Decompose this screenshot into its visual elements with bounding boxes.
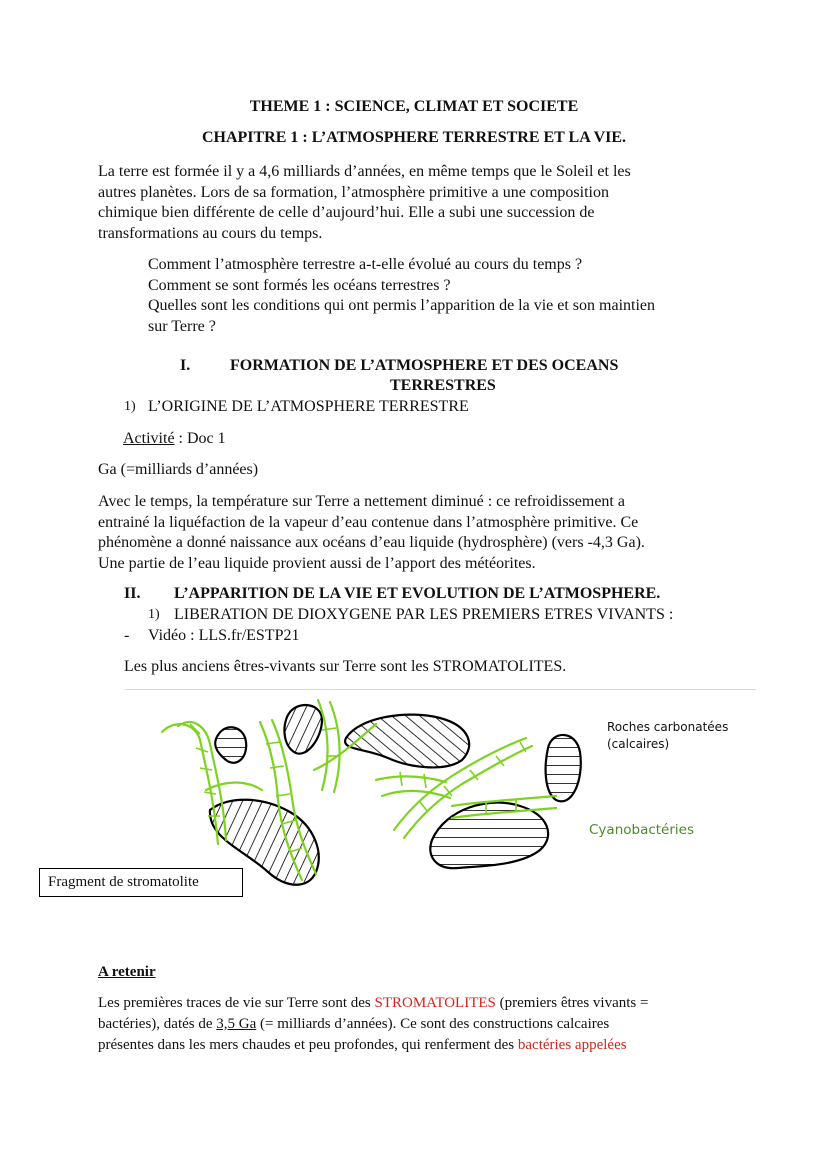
label-rocks-line2: (calcaires) — [607, 737, 670, 751]
retenir-paragraph — [98, 993, 648, 1056]
retenir-line — [98, 993, 648, 1014]
retenir-highlight: STROMATOLITES — [374, 995, 496, 1011]
activity-doc: : Doc 1 — [174, 430, 226, 447]
activity-line — [123, 429, 226, 450]
retenir-date: 3,5 Ga — [216, 1016, 257, 1032]
question-line: Quelles sont les conditions qui ont permis l’apparition de la vie et son maintien — [148, 297, 656, 314]
paragraph-line: Avec le temps, la température sur Terre a nettement diminué : ce refroidissement a — [98, 493, 625, 510]
retenir-highlight: bactéries appelées — [517, 1037, 627, 1053]
section2-sub1-number: 1) — [148, 607, 160, 622]
carbonate-rocks — [210, 705, 581, 885]
retenir-line — [98, 1035, 648, 1056]
rock-shape — [215, 727, 246, 763]
label-cyanobacteria: Cyanobactéries — [589, 822, 695, 838]
rock-shape — [430, 803, 548, 869]
retenir-line — [98, 1014, 648, 1035]
retenir-title: A retenir — [98, 964, 156, 980]
section1-sub1-title: L’ORIGINE DE L’ATMOSPHERE TERRESTRE — [148, 398, 469, 415]
paragraph-line: entrainé la liquéfaction de la vapeur d’eau contenue dans l’atmosphère primitive. Ce — [98, 513, 639, 531]
label-carbonate-rocks — [607, 719, 728, 753]
label-rocks-line1: Roches carbonatées — [607, 720, 729, 734]
section2-sub1-title: LIBERATION DE DIOXYGENE PAR LES PREMIERS ETRES VIVANTS : — [174, 606, 674, 623]
question-line: sur Terre ? — [148, 317, 216, 335]
video-link[interactable]: Vidéo : LLS.fr/ESTP21 — [148, 627, 300, 644]
stromatolites-line: Les plus anciens êtres-vivants sur Terre sont les STROMATOLITES. — [124, 658, 567, 675]
theme-title: THEME 1 : SCIENCE, CLIMAT ET SOCIETE — [249, 98, 579, 115]
section1-paragraph — [98, 492, 645, 574]
question-line: Comment l’atmosphère terrestre a-t-elle évolué au cours du temps ? — [148, 256, 583, 273]
figure-caption: Fragment de stromatolite — [39, 868, 243, 897]
question-line: Comment se sont formés les océans terrestres ? — [148, 276, 451, 294]
section2-number: II. — [124, 585, 141, 602]
retenir-text: Les premières traces de vie sur Terre sont des — [98, 995, 375, 1011]
rock-shape — [546, 735, 581, 801]
intro-line: La terre est formée il y a 4,6 milliards d’années, en même temps que le Soleil et les — [98, 163, 631, 180]
paragraph-line: phénomène a donné naissance aux océans d’eau liquide (hydrosphère) (vers -4,3 Ga). — [98, 534, 645, 551]
rock-shape — [284, 705, 322, 754]
chapter-title: CHAPITRE 1 : L’ATMOSPHERE TERRESTRE ET LA VIE. — [201, 129, 627, 146]
intro-paragraph — [98, 162, 631, 244]
video-dash: - — [124, 627, 130, 644]
section1-sub1-number: 1) — [124, 399, 136, 414]
problem-questions — [148, 255, 655, 337]
retenir-text: (premiers êtres vivants = — [495, 995, 649, 1011]
retenir-text: présentes dans les mers chaudes et peu profondes, qui renferment des — [98, 1037, 518, 1053]
retenir-text: (= milliards d’années). Ce sont des constructions calcaires — [256, 1016, 610, 1032]
section2-title: L’APPARITION DE LA VIE ET EVOLUTION DE L’ATMOSPHERE. — [174, 585, 661, 602]
section1-title-line2: TERRESTRES — [390, 377, 496, 394]
ga-note: Ga (=milliards d’années) — [98, 461, 259, 478]
retenir-text: bactéries), datés de — [98, 1016, 217, 1032]
activity-label: Activité — [123, 430, 175, 447]
intro-line: chimique bien différente de celle d’aujourd’hui. Elle a subi une succession de — [98, 204, 595, 221]
section1-title-line1: FORMATION DE L’ATMOSPHERE ET DES OCEANS — [230, 357, 619, 374]
intro-line: autres planètes. Lors de sa formation, l’atmosphère primitive a une composition — [98, 183, 609, 201]
rock-shape — [345, 715, 469, 768]
intro-line: transformations au cours du temps. — [98, 224, 323, 242]
paragraph-line: Une partie de l’eau liquide provient aussi de l’apport des météorites. — [98, 554, 536, 572]
section1-number: I. — [180, 357, 191, 374]
